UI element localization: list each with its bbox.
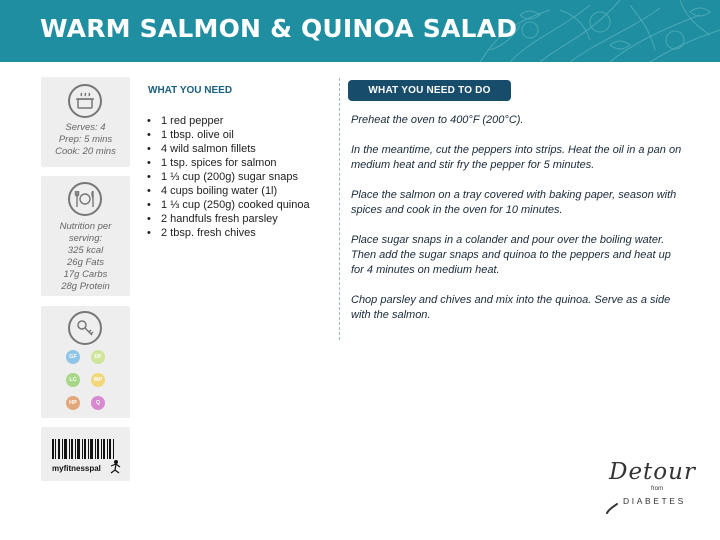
list-item: • 1 red pepper bbox=[147, 114, 327, 128]
list-item: • 1 ⅓ cup (200g) sugar snaps bbox=[147, 170, 327, 184]
myfitnesspal-label: myfitnesspal bbox=[52, 464, 101, 473]
list-item: • 1 ⅓ cup (250g) cooked quinoa bbox=[147, 198, 327, 212]
kcal-text: 325 kcal bbox=[67, 245, 104, 256]
barcode-icon bbox=[49, 433, 121, 477]
badge-gf bbox=[66, 350, 80, 364]
list-item: • 4 wild salmon fillets bbox=[147, 142, 327, 156]
instruction-step: Preheat the oven to 400°F (200°C). bbox=[351, 114, 524, 126]
badge-label: MP bbox=[93, 377, 103, 383]
badge-label: HP bbox=[69, 400, 77, 406]
instructions-list bbox=[351, 113, 683, 338]
detour-from-diabetes-logo bbox=[603, 459, 696, 519]
instruction-step: Chop parsley and chives and mix into the quinoa. Serve as a side with the salmon. bbox=[351, 294, 671, 321]
nutrition-label-line1: Nutrition per bbox=[59, 221, 112, 232]
badge-lc bbox=[66, 373, 80, 387]
list-item: • 1 tsp. spices for salmon bbox=[147, 156, 327, 170]
serves-card bbox=[41, 77, 130, 167]
badge-label: LC bbox=[69, 377, 77, 383]
ingredients-list bbox=[147, 114, 327, 240]
ingredients-heading: WHAT YOU NEED bbox=[148, 85, 233, 96]
fork-knife-plate-icon bbox=[68, 182, 102, 216]
carbs-text: 17g Carbs bbox=[63, 269, 108, 280]
prep-time-text: Prep: 5 mins bbox=[58, 134, 113, 145]
logo-script-text: Detour bbox=[609, 459, 696, 485]
instruction-step: Place sugar snaps in a colander and pour over the boiling water. Then add the sugar snaps and quinoa to the peppers and heat up for 4 minutes on medium heat. bbox=[351, 234, 671, 276]
nutrition-card bbox=[41, 176, 130, 296]
nutrition-label-line2: serving: bbox=[68, 233, 103, 244]
badge-label: Q bbox=[95, 400, 101, 406]
badge-q bbox=[91, 396, 105, 410]
list-item: • 2 handfuls fresh parsley bbox=[147, 212, 327, 226]
list-item: • 2 tbsp. fresh chives bbox=[147, 226, 327, 240]
myfitnesspal-barcode-card[interactable] bbox=[41, 427, 130, 481]
cooking-pot-icon bbox=[68, 84, 102, 118]
page-title: WARM SALMON & QUINOA SALAD bbox=[40, 14, 518, 43]
badge-mp bbox=[91, 373, 105, 387]
protein-text: 28g Protein bbox=[61, 281, 110, 292]
fats-text: 26g Fats bbox=[67, 257, 104, 268]
badge-df bbox=[91, 350, 105, 364]
column-divider bbox=[339, 78, 340, 340]
list-item: • 4 cups boiling water (1l) bbox=[147, 184, 327, 198]
instructions-heading: WHAT YOU NEED TO DO bbox=[348, 80, 511, 101]
serves-text: Serves: 4 bbox=[65, 122, 106, 133]
cook-time-text: Cook: 20 mins bbox=[55, 146, 116, 157]
list-item: • 1 tbsp. olive oil bbox=[147, 128, 327, 142]
logo-from-text: from bbox=[651, 486, 663, 492]
badge-label: DF bbox=[94, 354, 102, 360]
badge-label: GF bbox=[69, 354, 77, 360]
header-banner bbox=[0, 0, 720, 62]
badge-hp bbox=[66, 396, 80, 410]
brush-stroke-icon bbox=[605, 501, 619, 515]
logo-diabetes-text: DIABETES bbox=[623, 496, 686, 506]
dietary-key-card bbox=[41, 306, 130, 418]
instruction-step: In the meantime, cut the peppers into strips. Heat the oil in a pan on medium heat and stir fry the pepper for 5 minutes. bbox=[351, 144, 682, 171]
key-icon bbox=[68, 311, 102, 345]
instruction-step: Place the salmon on a tray covered with baking paper, season with spices and cook in the oven for 10 minutes. bbox=[351, 189, 677, 216]
